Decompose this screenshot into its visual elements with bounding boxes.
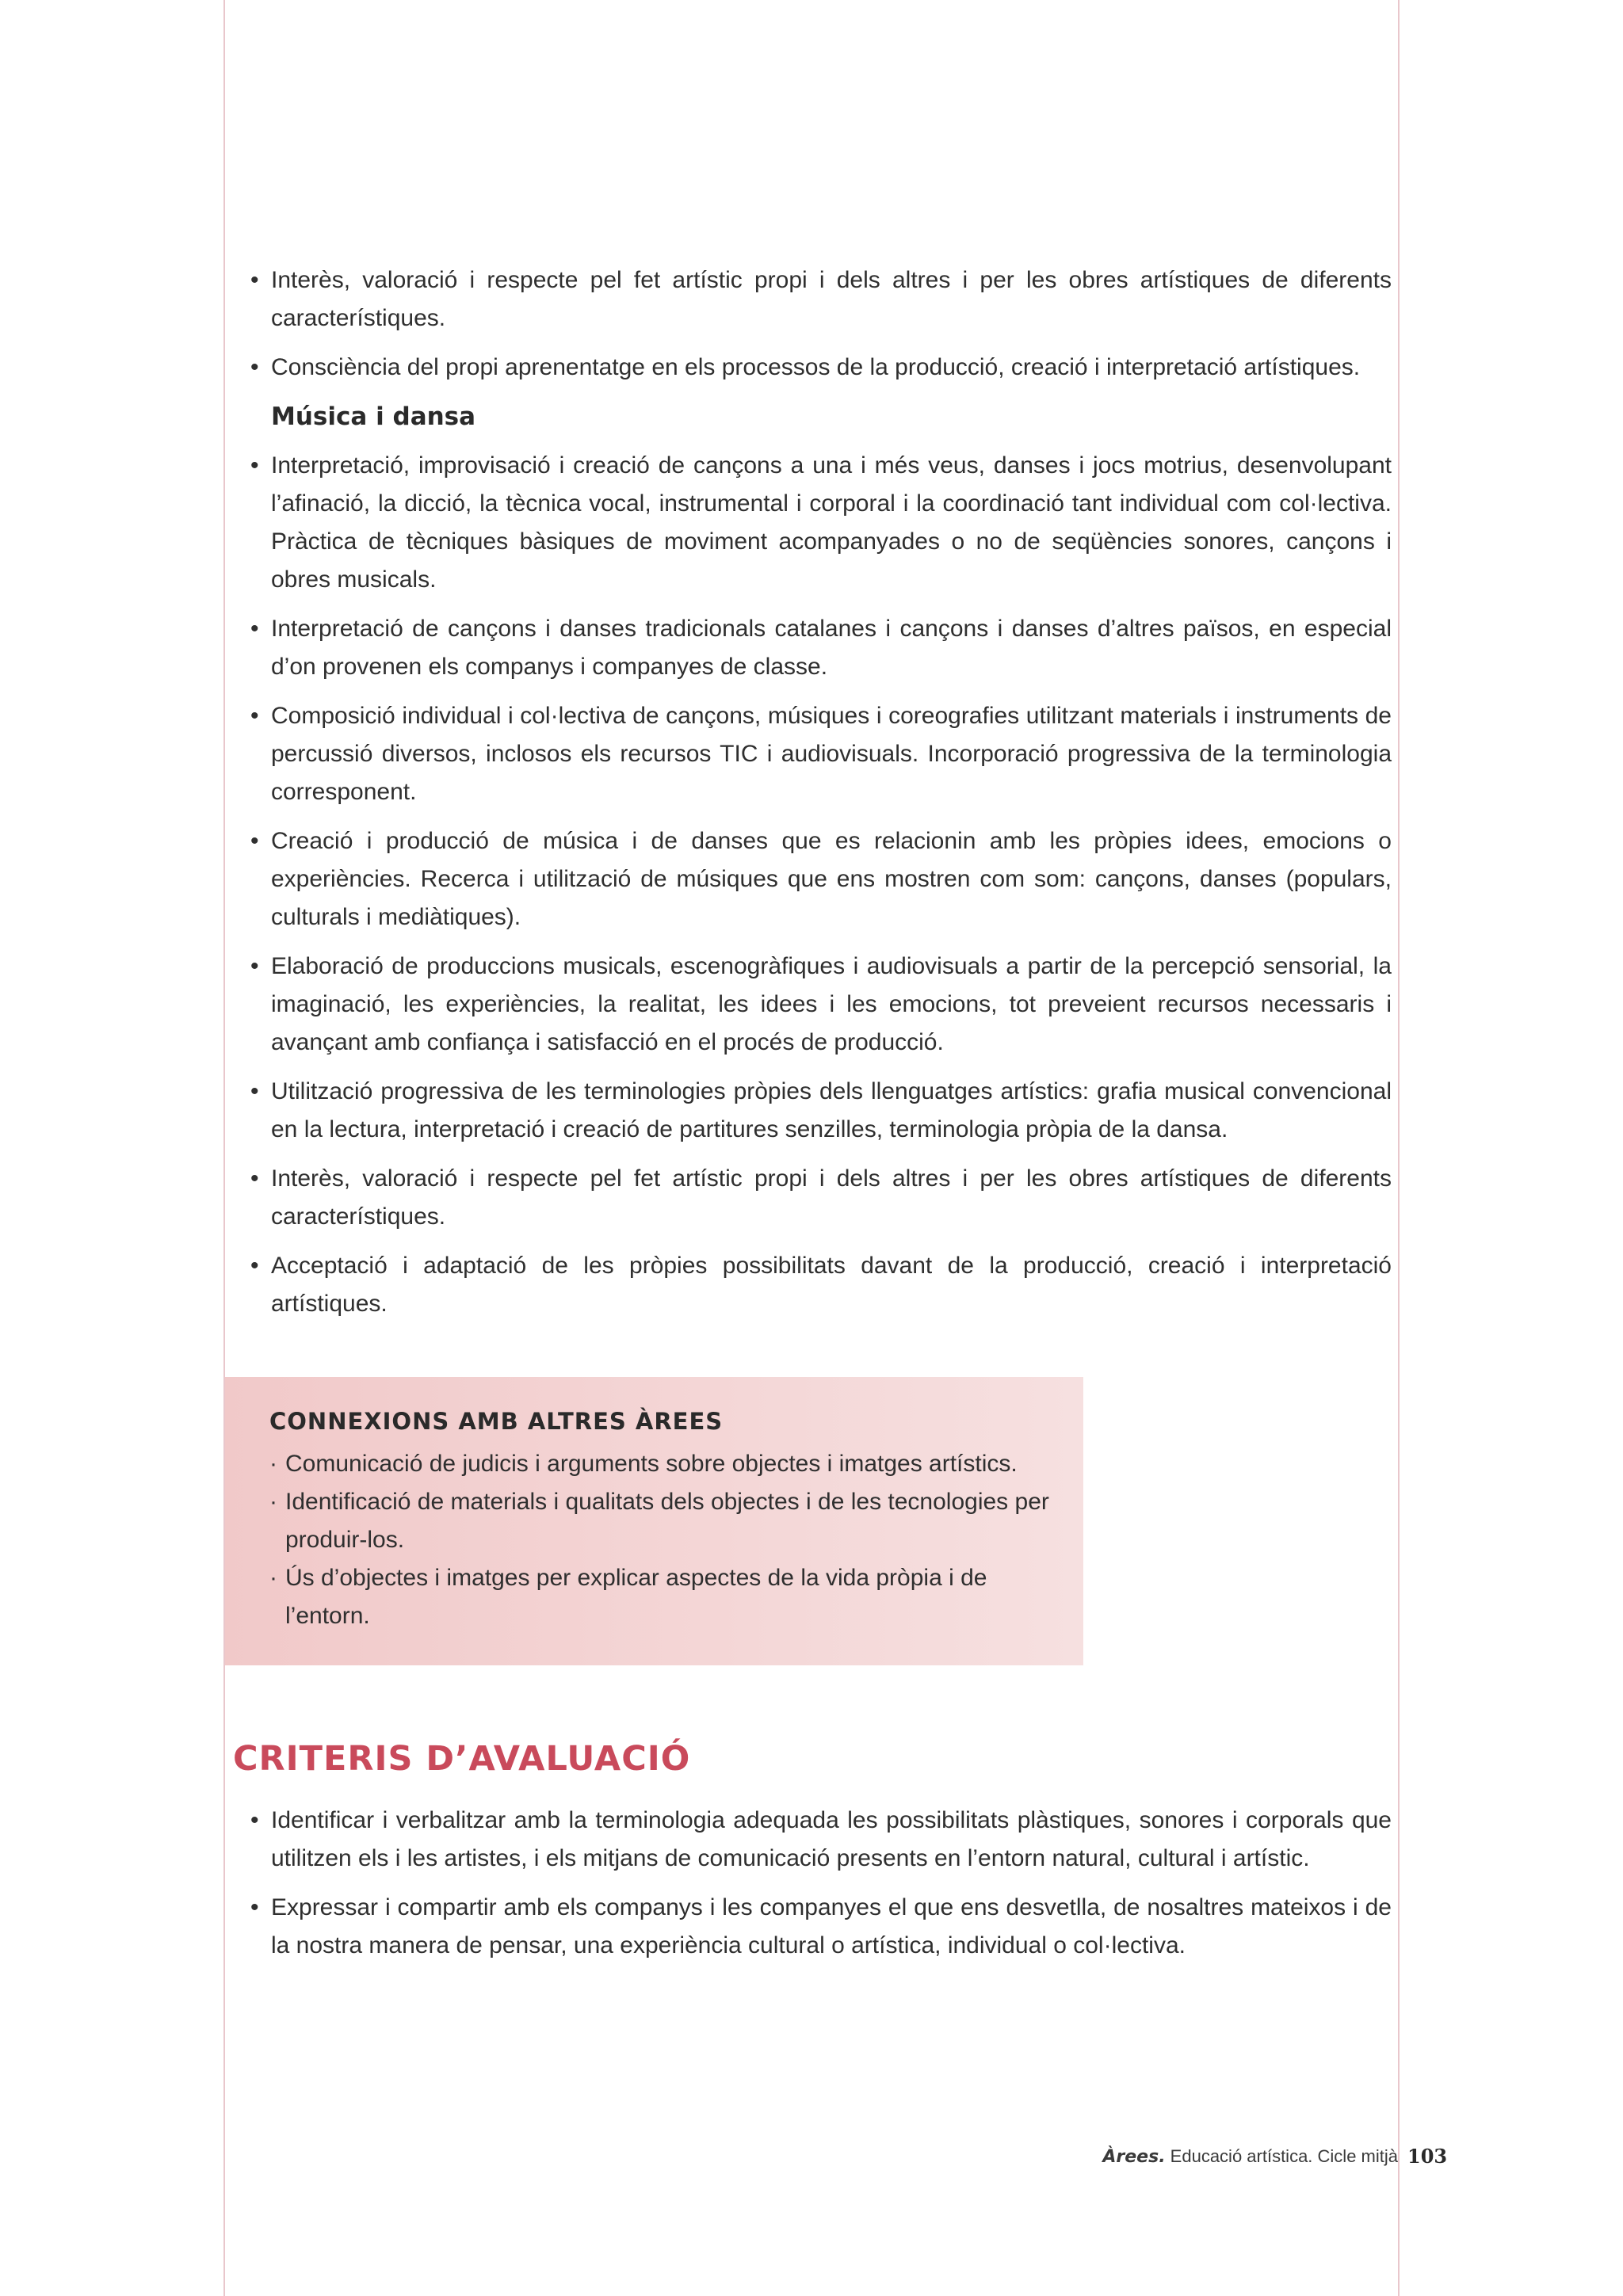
bullet-icon: • bbox=[250, 354, 259, 380]
list-item bbox=[250, 948, 1392, 1062]
list-item-text: Ús d’objectes i imatges per explicar aspectes de la vida pròpia i de l’entorn. bbox=[285, 1565, 987, 1629]
list-item bbox=[250, 1802, 1392, 1878]
list-item bbox=[269, 1445, 1062, 1483]
middle-dot-icon: · bbox=[269, 1489, 277, 1515]
list-item bbox=[250, 261, 1392, 338]
list-item bbox=[250, 1160, 1392, 1236]
connexions-content bbox=[269, 1402, 1062, 1635]
subsection-title: Música i dansa bbox=[271, 402, 476, 431]
list-item bbox=[250, 1247, 1392, 1323]
main-content bbox=[250, 261, 1392, 1334]
bullet-icon: • bbox=[250, 267, 259, 293]
bullet-icon: • bbox=[250, 616, 259, 642]
list-item-text: Utilització progressiva de les terminologies pròpies dels llenguatges artístics: grafia musical convencional en la lectura, interpretació i creació de partitures senzilles, terminologia pròpia de la dansa. bbox=[271, 1078, 1392, 1142]
page-footer bbox=[1102, 2144, 1398, 2170]
middle-dot-icon: · bbox=[269, 1451, 277, 1477]
list-item bbox=[250, 1889, 1392, 1965]
bullet-icon: • bbox=[250, 452, 259, 479]
musica-bullet-list bbox=[250, 447, 1392, 1323]
list-item bbox=[250, 697, 1392, 811]
list-item bbox=[269, 1559, 1062, 1635]
middle-dot-icon: · bbox=[269, 1565, 277, 1591]
list-item-text: Expressar i compartir amb els companys i les companyes el que ens desvetlla, de nosaltres mateixos i de la nostra manera de pensar, una experiència cultural o artística, individual o col·lectiva. bbox=[271, 1894, 1392, 1958]
list-item-text: Composició individual i col·lectiva de cançons, músiques i coreografies utilitzant materials i instruments de percussió diversos, inclosos els recursos TIC i audiovisuals. Incorporació progressiva de la terminologia corresponent. bbox=[271, 703, 1392, 805]
list-item-text: Creació i producció de música i de danses que es relacionin amb les pròpies idees, emocions o experiències. Recerca i utilització de músiques que ens mostren com som: cançons, danses (populars, culturals i mediàtiques). bbox=[271, 828, 1392, 930]
list-item-text: Interpretació de cançons i danses tradicionals catalanes i cançons i danses d’altres països, en especial d’on provenen els companys i companyes de classe. bbox=[271, 616, 1392, 680]
connexions-list bbox=[269, 1445, 1062, 1635]
bullet-icon: • bbox=[250, 1165, 259, 1192]
bullet-icon: • bbox=[250, 1078, 259, 1104]
criteris-bullet-list bbox=[250, 1802, 1392, 1965]
list-item-text: Consciència del propi aprenentatge en els processos de la producció, creació i interpretació artístiques. bbox=[271, 354, 1361, 380]
list-item bbox=[269, 1483, 1062, 1559]
bullet-icon: • bbox=[250, 703, 259, 729]
footer-area: Àrees. bbox=[1102, 2147, 1166, 2167]
list-item-text: Acceptació i adaptació de les pròpies possibilitats davant de la producció, creació i interpretació artístiques. bbox=[271, 1253, 1392, 1317]
list-item-text: Comunicació de judicis i arguments sobre objectes i imatges artístics. bbox=[285, 1451, 1018, 1477]
list-item bbox=[250, 447, 1392, 599]
list-item-text: Identificar i verbalitzar amb la terminologia adequada les possibilitats plàstiques, sonores i corporals que utilitzen els i les artistes, i els mitjans de comunicació presents en l’entorn natural, cultural i artístic. bbox=[271, 1807, 1392, 1871]
list-item-text: Interès, valoració i respecte pel fet artístic propi i dels altres i per les obres artístiques de diferents característiques. bbox=[271, 1165, 1392, 1230]
right-margin-rule bbox=[1398, 0, 1400, 2296]
list-item-text: Interpretació, improvisació i creació de cançons a una i més veus, danses i jocs motrius, desenvolupant l’afinació, la dicció, la tècnica vocal, instrumental i corporal i la coordinació tant individual com col·lectiva. Pràctica de tècniques bàsiques de moviment acompanyades o no de seqüències sonores, cançons i obres musicals. bbox=[271, 452, 1392, 593]
footer-subject: Educació artística. Cicle mitjà bbox=[1170, 2146, 1398, 2166]
left-margin-rule bbox=[223, 0, 225, 2296]
bullet-icon: • bbox=[250, 953, 259, 979]
page-number: 103 bbox=[1407, 2145, 1448, 2168]
connexions-box bbox=[225, 1377, 1083, 1665]
criteris-section bbox=[233, 1739, 1392, 1976]
section-title: CRITERIS D’AVALUACIÓ bbox=[233, 1739, 691, 1779]
bullet-icon: • bbox=[250, 828, 259, 854]
list-item-text: Elaboració de produccions musicals, escenogràfiques i audiovisuals a partir de la percepció sensorial, la imaginació, les experiències, la realitat, les idees i les emocions, tot preveient recursos necessaris i avançant amb confiança i satisfacció en el procés de producció. bbox=[271, 953, 1392, 1055]
list-item-text: Interès, valoració i respecte pel fet artístic propi i dels altres i per les obres artístiques de diferents característiques. bbox=[271, 267, 1392, 331]
list-item bbox=[250, 349, 1392, 387]
bullet-icon: • bbox=[250, 1253, 259, 1279]
connexions-title: CONNEXIONS AMB ALTRES ÀREES bbox=[269, 1408, 724, 1435]
list-item-text: Identificació de materials i qualitats dels objectes i de les tecnologies per produir-los. bbox=[285, 1489, 1049, 1553]
list-item bbox=[250, 822, 1392, 936]
bullet-icon: • bbox=[250, 1894, 259, 1920]
list-item bbox=[250, 1073, 1392, 1149]
list-item bbox=[250, 610, 1392, 686]
bullet-icon: • bbox=[250, 1807, 259, 1833]
intro-bullet-list bbox=[250, 261, 1392, 387]
